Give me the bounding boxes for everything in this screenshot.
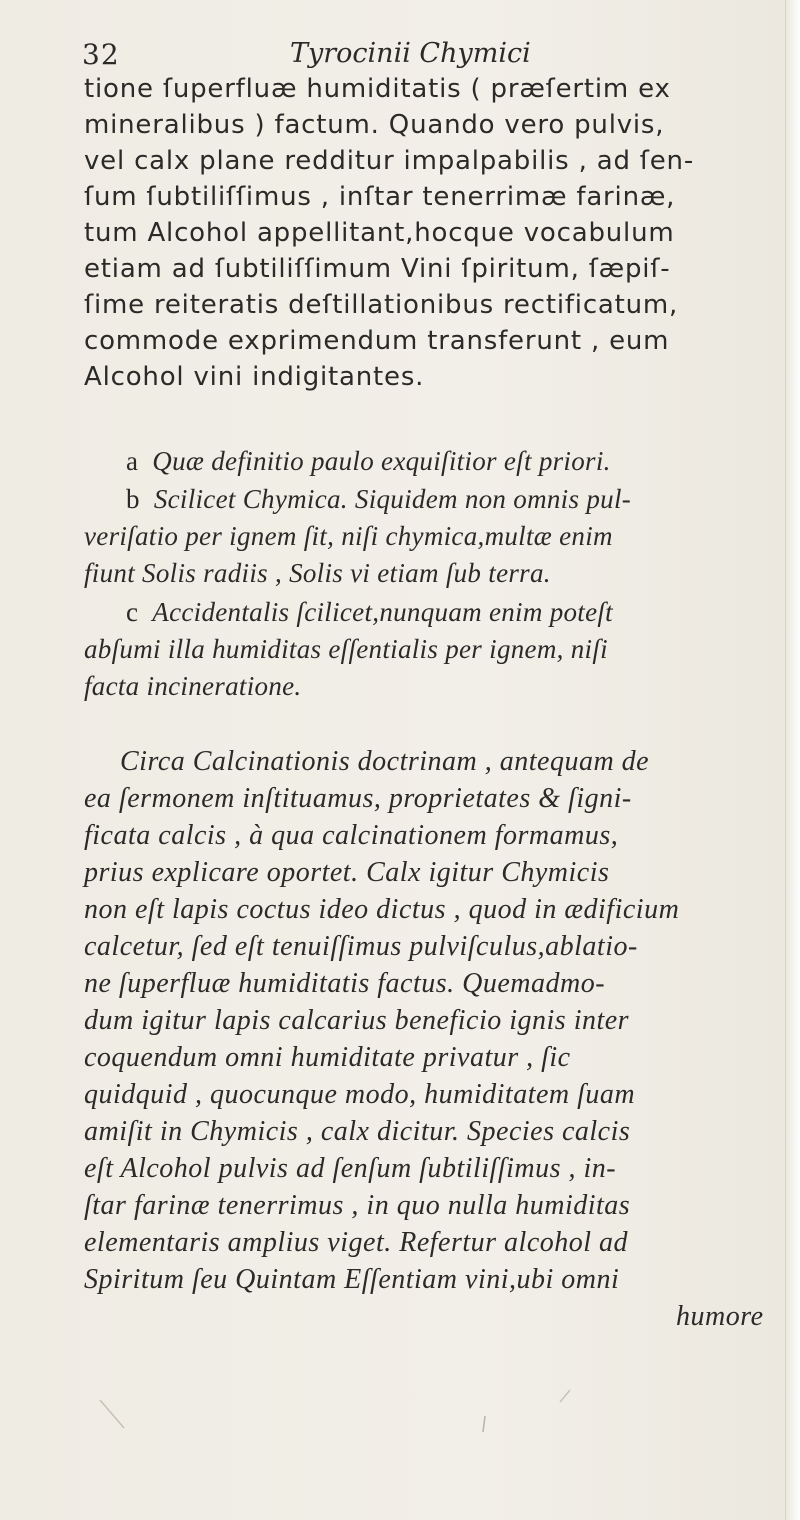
commentary-line: elementaris amplius viget. Refertur alcohol ad <box>84 1227 629 1258</box>
note-text: Quæ definitio paulo exquiſitior eſt priori. <box>152 446 611 476</box>
main-text-line: Alcohol vini indigitantes. <box>84 362 425 392</box>
note-text-line: veriſatio per ignem ſit, niſi chymica,multæ enim <box>84 521 613 551</box>
page-header <box>82 38 772 72</box>
show-through-mark <box>483 1416 485 1432</box>
catchword: humore <box>676 1301 764 1332</box>
note-marker: c <box>126 597 139 627</box>
main-text-line: mineralibus ) factum. Quando vero pulvis, <box>84 110 665 140</box>
note-marker: b <box>126 484 140 514</box>
commentary-line: non eſt lapis coctus ideo dictus , quod in ædificium <box>84 894 680 925</box>
main-text-line: tum Alcohol appellitant,hocque vocabulum <box>84 218 675 248</box>
commentary-line: amiſit in Chymicis , calx dicitur. Species calcis <box>84 1116 631 1147</box>
note-text: Accidentalis ſcilicet,nunquam enim poteſt <box>152 597 613 627</box>
commentary-line: ne ſuperfluæ humiditatis factus. Quemadmo- <box>84 968 606 999</box>
main-text-line: tione ſuperfluæ humiditatis ( præſertim ex <box>84 74 671 104</box>
page-number: 32 <box>82 38 120 71</box>
commentary-line: coquendum omni humiditate privatur , ſic <box>84 1042 571 1073</box>
commentary-line: Circa Calcinationis doctrinam , antequam de <box>120 746 650 777</box>
note-text-line: facta incineratione. <box>84 671 302 701</box>
note-a <box>126 444 611 478</box>
main-text-line: ſum ſubtiliſſimus , inſtar tenerrimæ farinæ, <box>84 182 676 212</box>
note-c <box>126 595 613 629</box>
commentary-line: ficata calcis , à qua calcinationem formamus, <box>84 820 619 851</box>
note-text-line: fiunt Solis radiis , Solis vi etiam ſub terra. <box>84 558 551 588</box>
note-text-line: abſumi illa humiditas eſſentialis per ignem, niſi <box>84 634 608 664</box>
main-text-line: etiam ad ſubtiliſſimum Vini ſpiritum, ſæpiſ- <box>84 254 671 284</box>
page-edge <box>785 0 800 1520</box>
commentary-line: calcetur, ſed eſt tenuiſſimus pulviſculus,ablatio- <box>84 931 638 962</box>
main-text-line: vel calx plane redditur impalpabilis , ad ſen- <box>84 146 695 176</box>
commentary-line: prius explicare oportet. Calx igitur Chymicis <box>84 857 610 888</box>
commentary-line: quidquid , quocunque modo, humiditatem ſuam <box>84 1079 636 1110</box>
main-text-line: ſime reiteratis deſtillationibus rectificatum, <box>84 290 679 320</box>
show-through-mark <box>100 1400 124 1428</box>
commentary-line: ſtar farinæ tenerrimus , in quo nulla humiditas <box>84 1190 631 1221</box>
commentary-line: eſt Alcohol pulvis ad ſenſum ſubtiliſſimus , in- <box>84 1153 617 1184</box>
show-through-marks <box>90 1380 710 1490</box>
note-b <box>126 482 631 516</box>
commentary-line: ea ſermonem inſtituamus, proprietates & ſigni- <box>84 783 632 814</box>
note-text: Scilicet Chymica. Siquidem non omnis pul- <box>153 484 632 514</box>
commentary-line: Spiritum ſeu Quintam Eſſentiam vini,ubi omni <box>84 1264 620 1295</box>
running-title: Tyrocinii Chymici <box>290 38 531 69</box>
show-through-mark <box>560 1390 570 1402</box>
note-marker: a <box>126 446 139 476</box>
commentary-line: dum igitur lapis calcarius beneficio ignis inter <box>84 1005 630 1036</box>
main-text-line: commode exprimendum transferunt , eum <box>84 326 670 356</box>
